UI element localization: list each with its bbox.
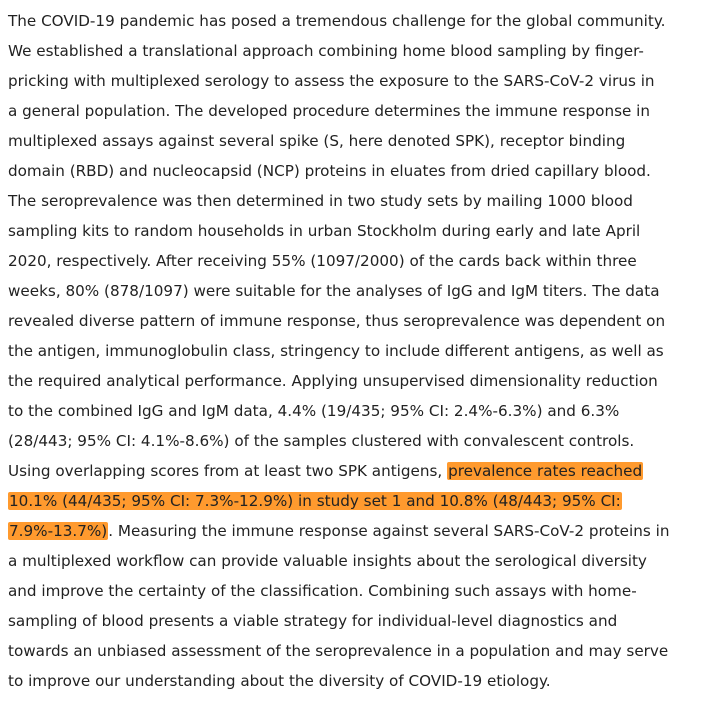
text-line: the required analytical performance. Applying unsupervised dimensionality reduction [8, 372, 658, 390]
text-line: to the combined IgG and IgM data, 4.4% (19/435; 95% CI: 2.4%-6.3%) and 6.3% [8, 402, 620, 420]
text-line: multiplexed assays against several spike (S, here denoted SPK), receptor binding [8, 132, 626, 150]
text-line: We established a translational approach combining home blood sampling by finger- [8, 42, 644, 60]
text-line: a multiplexed workflow can provide valuable insights about the serological diversity [8, 552, 647, 570]
text-line-with-highlight [8, 516, 704, 546]
highlighted-text: prevalence rates reached [448, 462, 643, 480]
text-line: and improve the certainty of the classification. Combining such assays with home- [8, 582, 637, 600]
text-line: towards an unbiased assessment of the seroprevalence in a population and may serve [8, 642, 669, 660]
text-line-with-highlight [8, 456, 704, 486]
text-line: domain (RBD) and nucleocapsid (NCP) proteins in eluates from dried capillary blood. [8, 162, 651, 180]
highlighted-text: 10.1% (44/435; 95% CI: 7.3%-12.9%) in study set 1 and 10.8% (48/443; 95% CI: [9, 492, 621, 510]
text-line: the antigen, immunoglobulin class, stringency to include different antigens, as well as [8, 342, 664, 360]
abstract-paragraph [8, 6, 704, 696]
text-line-with-highlight [8, 486, 704, 516]
text-line: to improve our understanding about the diversity of COVID-19 etiology. [8, 672, 551, 690]
text-segment: . Measuring the immune response against several SARS-CoV-2 proteins in [108, 522, 670, 540]
text-line: sampling of blood presents a viable strategy for individual-level diagnostics and [8, 612, 618, 630]
text-line: revealed diverse pattern of immune response, thus seroprevalence was dependent on [8, 312, 666, 330]
text-line: weeks, 80% (878/1097) were suitable for the analyses of IgG and IgM titers. The data [8, 282, 660, 300]
text-line: (28/443; 95% CI: 4.1%-8.6%) of the samples clustered with convalescent controls. [8, 432, 635, 450]
text-segment: Using overlapping scores from at least two SPK antigens, [8, 462, 448, 480]
text-line: sampling kits to random households in urban Stockholm during early and late April [8, 222, 641, 240]
text-line: 2020, respectively. After receiving 55% (1097/2000) of the cards back within three [8, 252, 637, 270]
text-line: pricking with multiplexed serology to assess the exposure to the SARS-CoV-2 virus in [8, 72, 655, 90]
text-line: The seroprevalence was then determined in two study sets by mailing 1000 blood [8, 192, 633, 210]
highlighted-text: 7.9%-13.7%) [9, 522, 108, 540]
text-line: The COVID-19 pandemic has posed a tremendous challenge for the global community. [8, 12, 666, 30]
text-line: a general population. The developed procedure determines the immune response in [8, 102, 651, 120]
